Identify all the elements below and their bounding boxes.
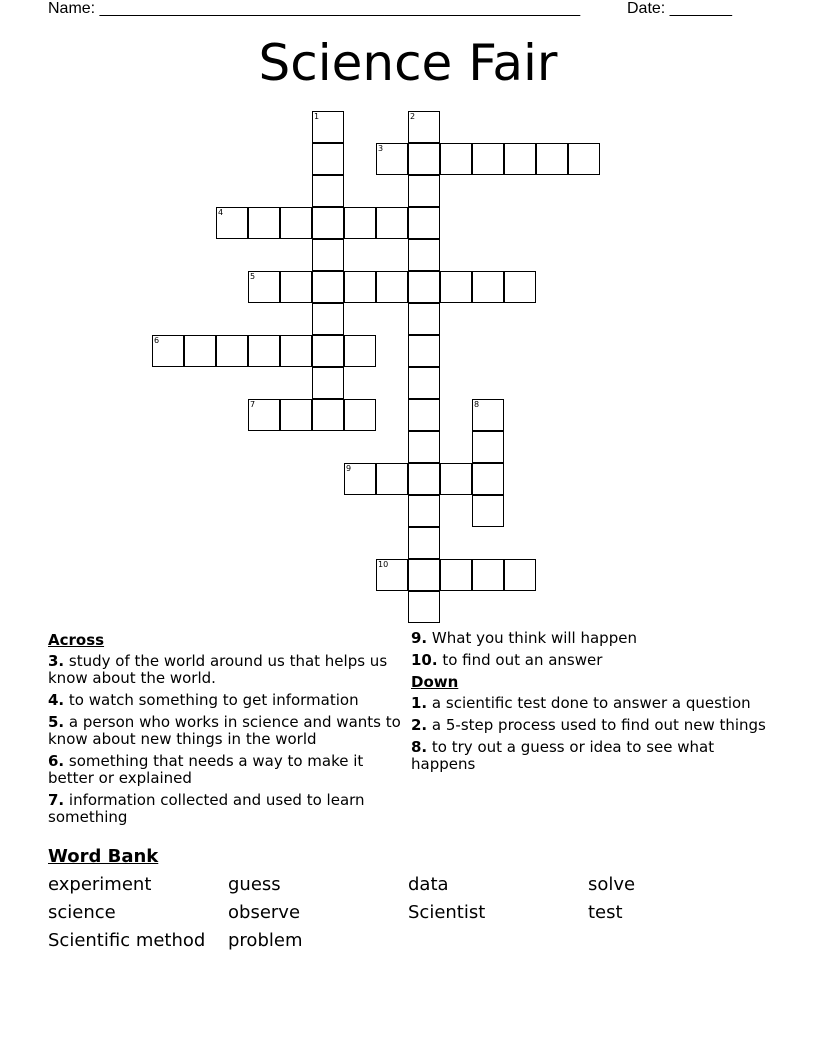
- word-bank-item: data: [408, 874, 449, 895]
- crossword-cell[interactable]: [344, 335, 376, 367]
- crossword-cell[interactable]: [312, 271, 344, 303]
- clue-text: to watch something to get information: [68, 691, 359, 709]
- clue-text: to find out an answer: [442, 651, 603, 669]
- word-bank-item: observe: [228, 902, 301, 923]
- clue-across-5: [48, 714, 404, 748]
- clue-number: 4.: [48, 691, 65, 709]
- crossword-cell[interactable]: [280, 399, 312, 431]
- word-bank-item: experiment: [48, 874, 152, 895]
- clue-across-4: [48, 692, 404, 709]
- clue-number: 9.: [411, 629, 428, 647]
- crossword-cell[interactable]: [472, 399, 504, 431]
- word-bank-item: test: [588, 902, 623, 923]
- crossword-cell[interactable]: [408, 495, 440, 527]
- crossword-cell[interactable]: [376, 463, 408, 495]
- crossword-cell[interactable]: [408, 303, 440, 335]
- clue-across-10: [411, 652, 771, 669]
- crossword-cell[interactable]: [472, 431, 504, 463]
- clue-text: What you think will happen: [431, 629, 637, 647]
- crossword-cell[interactable]: [376, 207, 408, 239]
- clue-text: a scientific test done to answer a question: [431, 694, 751, 712]
- page-title: Science Fair: [258, 34, 558, 92]
- crossword-cell[interactable]: [408, 239, 440, 271]
- crossword-cell[interactable]: [408, 527, 440, 559]
- crossword-cell[interactable]: [344, 463, 376, 495]
- crossword-cell[interactable]: [568, 143, 600, 175]
- clue-number: 1.: [411, 694, 428, 712]
- clue-across-3: [48, 653, 404, 687]
- clue-number: 8.: [411, 738, 428, 756]
- word-bank-item: problem: [228, 930, 303, 951]
- crossword-cell[interactable]: [408, 399, 440, 431]
- crossword-cell[interactable]: [312, 335, 344, 367]
- clue-down-2: [411, 717, 771, 734]
- crossword-cell[interactable]: [536, 143, 568, 175]
- clue-across-7: [48, 792, 404, 826]
- clue-number: 6.: [48, 752, 65, 770]
- crossword-cell[interactable]: [376, 271, 408, 303]
- crossword-cell[interactable]: [472, 559, 504, 591]
- crossword-cell[interactable]: [376, 559, 408, 591]
- crossword-cell[interactable]: [504, 143, 536, 175]
- word-bank-item: Scientist: [408, 902, 486, 923]
- crossword-cell[interactable]: [440, 463, 472, 495]
- crossword-cell[interactable]: [440, 559, 472, 591]
- crossword-cell[interactable]: [504, 271, 536, 303]
- clues-left-column: [48, 628, 404, 831]
- crossword-cell[interactable]: [440, 143, 472, 175]
- crossword-cell[interactable]: [344, 271, 376, 303]
- clue-text: a 5-step process used to find out new things: [431, 716, 766, 734]
- cell-number: 7: [250, 400, 256, 409]
- crossword-cell[interactable]: [408, 431, 440, 463]
- word-bank-title: Word Bank: [48, 846, 159, 867]
- crossword-cell[interactable]: [312, 399, 344, 431]
- crossword-cell[interactable]: [280, 207, 312, 239]
- crossword-cell[interactable]: [376, 143, 408, 175]
- clue-across-9: [411, 630, 771, 647]
- cell-number: 8: [474, 400, 480, 409]
- crossword-cell[interactable]: [408, 175, 440, 207]
- cell-number: 6: [154, 336, 160, 345]
- cell-number: 1: [314, 112, 320, 121]
- clue-number: 2.: [411, 716, 428, 734]
- crossword-cell[interactable]: [472, 143, 504, 175]
- crossword-cell[interactable]: [440, 271, 472, 303]
- crossword-cell[interactable]: [248, 207, 280, 239]
- clue-text: information collected and used to learn something: [48, 791, 365, 826]
- crossword-cell[interactable]: [312, 367, 344, 399]
- crossword-cell[interactable]: [472, 271, 504, 303]
- down-heading: Down: [411, 673, 459, 691]
- crossword-cell[interactable]: [312, 239, 344, 271]
- word-bank-item: solve: [588, 874, 636, 895]
- crossword-cell[interactable]: [408, 591, 440, 623]
- crossword-cell[interactable]: [408, 143, 440, 175]
- clue-number: 10.: [411, 651, 438, 669]
- clue-number: 3.: [48, 652, 65, 670]
- crossword-cell[interactable]: [248, 335, 280, 367]
- crossword-cell[interactable]: [280, 335, 312, 367]
- crossword-cell[interactable]: [280, 271, 312, 303]
- crossword-cell[interactable]: [152, 335, 184, 367]
- crossword-cell[interactable]: [248, 399, 280, 431]
- clue-text: study of the world around us that helps us know about the world.: [48, 652, 388, 687]
- crossword-cell[interactable]: [472, 463, 504, 495]
- word-bank-list: [48, 874, 768, 952]
- name-field-label[interactable]: Name: ______________________________________________________: [48, 0, 581, 17]
- cell-number: 9: [346, 464, 352, 473]
- crossword-cell[interactable]: [408, 463, 440, 495]
- crossword-cell[interactable]: [408, 367, 440, 399]
- cell-number: 3: [378, 144, 384, 153]
- clue-down-8: [411, 739, 771, 773]
- crossword-cell[interactable]: [312, 207, 344, 239]
- clue-across-6: [48, 753, 404, 787]
- crossword-cell[interactable]: [312, 143, 344, 175]
- date-field-label[interactable]: Date: _______: [627, 0, 732, 17]
- crossword-cell[interactable]: [408, 335, 440, 367]
- crossword-cell[interactable]: [504, 559, 536, 591]
- crossword-cell[interactable]: [344, 399, 376, 431]
- crossword-cell[interactable]: [248, 271, 280, 303]
- crossword-cell[interactable]: [408, 559, 440, 591]
- cell-number: 10: [378, 560, 389, 569]
- across-heading: Across: [48, 631, 105, 649]
- crossword-cell[interactable]: [312, 175, 344, 207]
- clue-text: a person who works in science and wants to know about new things in the world: [48, 713, 401, 748]
- clue-number: 5.: [48, 713, 65, 731]
- word-bank: [48, 846, 768, 952]
- word-bank-item: science: [48, 902, 116, 923]
- clue-down-1: [411, 695, 771, 712]
- clue-text: to try out a guess or idea to see what happens: [411, 738, 715, 773]
- crossword-cell[interactable]: [344, 207, 376, 239]
- crossword-cell[interactable]: [312, 111, 344, 143]
- clue-number: 7.: [48, 791, 65, 809]
- crossword-cell[interactable]: [312, 303, 344, 335]
- clue-text: something that needs a way to make it better or explained: [48, 752, 364, 787]
- word-bank-item: guess: [228, 874, 281, 895]
- cell-number: 2: [410, 112, 416, 121]
- crossword-cell[interactable]: [408, 111, 440, 143]
- clues-right-column: [411, 628, 771, 778]
- crossword-cell[interactable]: [184, 335, 216, 367]
- crossword-cell[interactable]: [408, 207, 440, 239]
- cell-number: 4: [218, 208, 224, 217]
- word-bank-item: Scientific method: [48, 930, 206, 951]
- crossword-cell[interactable]: [472, 495, 504, 527]
- crossword-cell[interactable]: [216, 335, 248, 367]
- crossword-cell[interactable]: [216, 207, 248, 239]
- cell-number: 5: [250, 272, 256, 281]
- crossword-cell[interactable]: [408, 271, 440, 303]
